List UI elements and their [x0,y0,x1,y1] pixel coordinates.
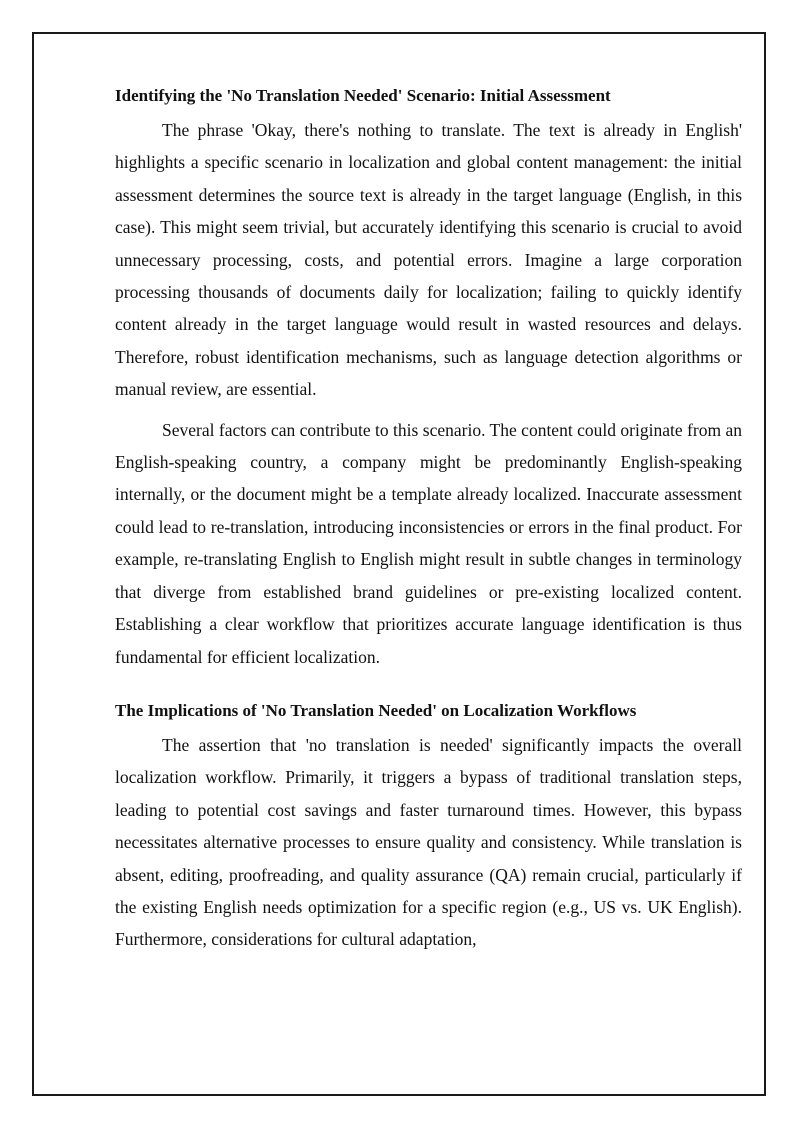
paragraph: The assertion that 'no translation is needed' significantly impacts the overall localization workflow. Primarily, it triggers a bypass of traditional translation steps, leading to potential cost savings and faster turnaround times. However, this bypass necessitates alternative processes to ensure quality and consistency. While translation is absent, editing, proofreading, and quality assurance (QA) remain crucial, particularly if the existing English needs optimization for a specific region (e.g., US vs. UK English). Furthermore, considerations for cultural adaptation, [115,734,742,950]
paragraph: The phrase 'Okay, there's nothing to translate. The text is already in English' highlights a specific scenario in localization and global content management: the initial assessment determines the source text is already in the target language (English, in this case). This might seem trivial, but accurately identifying this scenario is crucial to avoid unnecessary processing, costs, and potential errors. Imagine a large corporation processing thousands of documents daily for localization; failing to quickly identify content already in the target language would result in wasted resources and delays. Therefore, robust identification mechanisms, such as language detection algorithms or manual review, are essential. [115,120,742,400]
section-heading-initial-assessment: Identifying the 'No Translation Needed' Scenario: Initial Assessment [115,86,611,105]
paragraph: Several factors can contribute to this scenario. The content could originate from an English-speaking country, a company might be predominantly English-speaking internally, or the document might be a template already localized. Inaccurate assessment could lead to re-translation, introducing inconsistencies or errors in the final product. For example, re-translating English to English might result in subtle changes in terminology that diverge from established brand guidelines or pre-existing localized content. Establishing a clear workflow that prioritizes accurate language identification is thus fundamental for efficient localization. [115,419,742,667]
document-body [115,84,742,956]
section-heading-workflow-implications: The Implications of 'No Translation Needed' on Localization Workflows [115,700,637,720]
